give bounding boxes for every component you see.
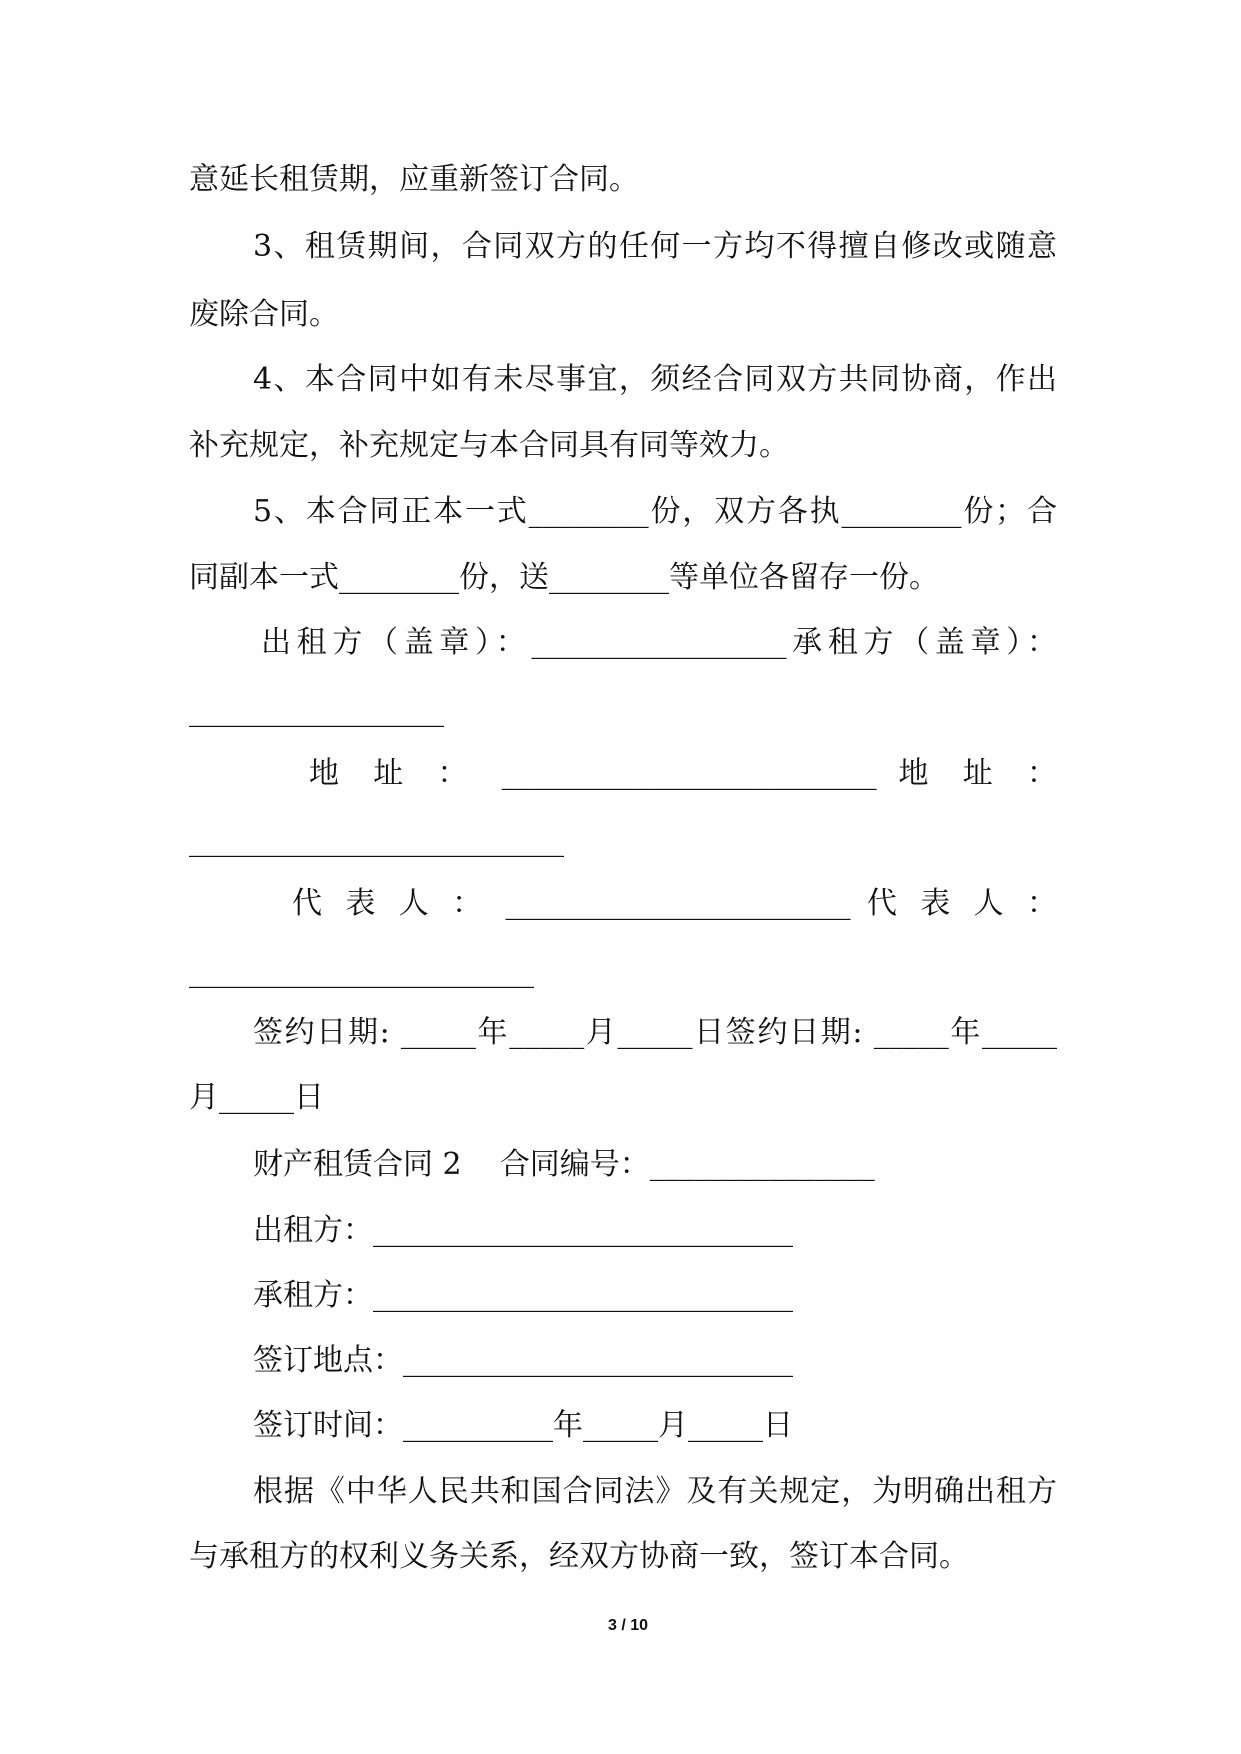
- signing-time-field-line: 签订时间：__________年_____月_____日: [253, 1408, 793, 1443]
- preamble-line: 根据《中华人民共和国合同法》及有关规定，为明确出租方: [253, 1474, 1057, 1509]
- clause-4-line: 补充规定，补充规定与本合同具有同等效力。: [189, 428, 789, 463]
- signing-date-line: 签约日期: _____年_____月_____日签约日期: _____年_____: [253, 1015, 1057, 1050]
- lessee-field-line: 承租方：____________________________: [253, 1278, 793, 1313]
- blank-line: _______________________: [189, 954, 534, 989]
- lessor-lessee-seal-line: 出租方（盖章）：_________________承租方（盖章）：: [261, 625, 1057, 660]
- signing-place-field-line: 签订地点：__________________________: [253, 1343, 793, 1378]
- clause-5-line: 5、本合同正本一式________份，双方各执________份；合: [253, 494, 1057, 529]
- preamble-line: 与承租方的权利义务关系，经双方协商一致，签订本合同。: [189, 1539, 969, 1574]
- representative-line: 代 表 人 ： _______________________ 代 表 人 ：: [292, 886, 1057, 921]
- paragraph-line: 意延长租赁期，应重新签订合同。: [189, 162, 639, 197]
- blank-line: _________________________: [189, 823, 564, 858]
- clause-3-line: 废除合同。: [189, 297, 339, 332]
- page-number: 3 / 10: [607, 1617, 649, 1634]
- signing-date-line: 月_____日: [189, 1080, 324, 1115]
- address-line: 地 址 ： _________________________ 地 址 ：: [309, 756, 1057, 791]
- contract-title-line: 财产租赁合同 2 合同编号：_______________: [253, 1147, 875, 1182]
- lessor-field-line: 出租方：____________________________: [253, 1213, 793, 1248]
- blank-line: _________________: [189, 693, 444, 728]
- clause-3-line: 3、租赁期间，合同双方的任何一方均不得擅自修改或随意: [253, 229, 1057, 264]
- clause-5-line: 同副本一式________份，送________等单位各留存一份。: [189, 560, 939, 595]
- clause-4-line: 4、本合同中如有未尽事宜，须经合同双方共同协商，作出: [253, 362, 1057, 397]
